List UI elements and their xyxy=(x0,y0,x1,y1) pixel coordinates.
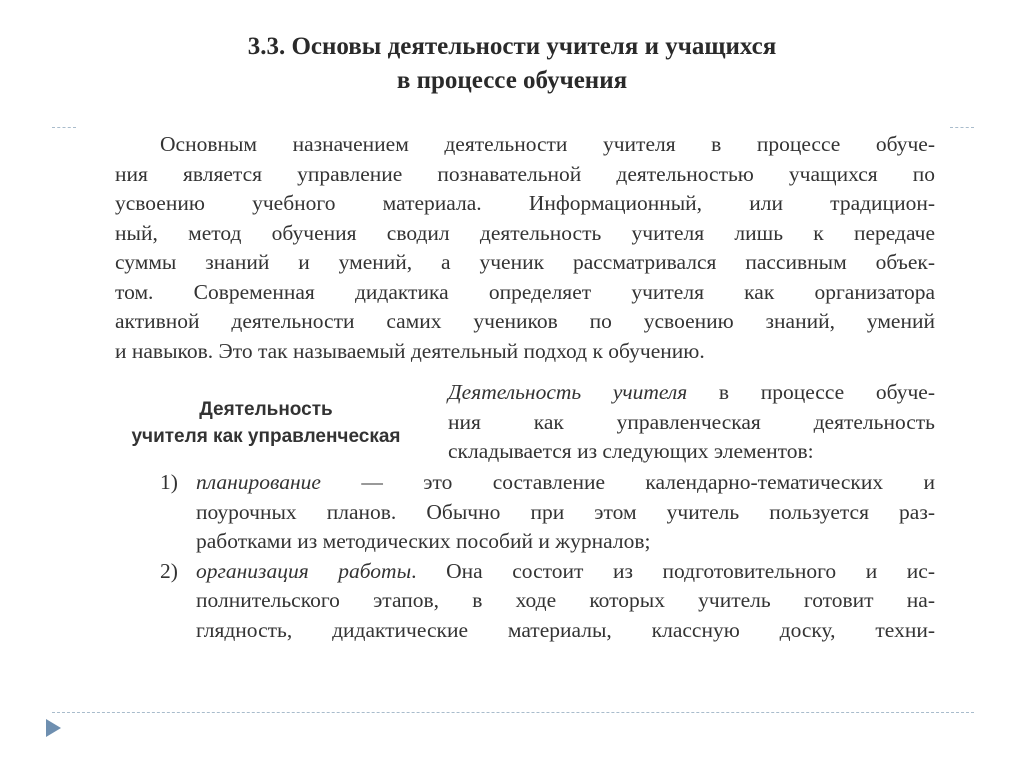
side-heading xyxy=(116,396,416,450)
title-line-1: 3.3. Основы деятельности учителя и учащихся xyxy=(247,33,777,60)
list-number: 1) xyxy=(160,470,178,494)
paragraph-line: ный, метод обучения сводил деятельность учителя лишь к передаче xyxy=(115,220,935,245)
side-heading-line-2: учителя как управленческая xyxy=(131,426,401,447)
title-line-2: в процессе обучения xyxy=(396,67,628,94)
page-title xyxy=(0,30,1024,98)
intro-emphasis: Деятельность учителя xyxy=(448,380,688,404)
paragraph-line: том. Современная дидактика определяет учителя как организатора xyxy=(115,279,935,304)
list-term: планирование xyxy=(196,470,321,494)
list-line1-rest: . Она состоит из подготовительного и ис- xyxy=(411,558,936,583)
intro-paragraph xyxy=(115,130,935,366)
list-line xyxy=(196,556,935,586)
paragraph-line: Основным назначением деятельности учителя в процессе обуче- xyxy=(160,132,935,156)
list-item xyxy=(160,556,935,645)
paragraph-line: активной деятельности самих учеников по усвоению знаний, умений xyxy=(115,309,935,333)
list-line: работками из методических пособий и журналов; xyxy=(196,529,651,553)
activity-intro xyxy=(448,378,935,467)
paragraph-line: суммы знаний и умений, а ученик рассматривался пассивным объек- xyxy=(115,250,935,274)
intro-line: ния как управленческая деятельность xyxy=(448,409,935,434)
intro-line: складывается из следующих элементов: xyxy=(448,439,814,463)
top-left-divider xyxy=(52,127,76,128)
top-right-divider xyxy=(950,127,974,128)
list-line xyxy=(196,467,935,497)
bottom-divider xyxy=(52,712,974,713)
paragraph-line: усвоению учебного материала. Информационный, или традицион- xyxy=(115,191,935,215)
list-item xyxy=(160,467,935,556)
list-term: организация работы xyxy=(196,558,412,583)
list-line1-rest: — это составление календарно-тематических и xyxy=(320,470,935,494)
paragraph-line: ния является управление познавательной деятельностью учащихся по xyxy=(115,161,935,186)
intro-line1-rest: в процессе обуче- xyxy=(687,380,935,404)
elements-list xyxy=(160,467,935,644)
list-number: 2) xyxy=(160,558,178,583)
play-arrow-icon[interactable] xyxy=(46,719,61,737)
list-line: поурочных планов. Обычно при этом учитель пользуется раз- xyxy=(196,499,935,524)
list-line: глядность, дидактические материалы, классную доску, техни- xyxy=(196,617,935,642)
paragraph-line: и навыков. Это так называемый деятельный подход к обучению. xyxy=(115,338,705,363)
list-line: полнительского этапов, в ходе которых учитель готовит на- xyxy=(196,588,935,612)
intro-line xyxy=(448,378,935,408)
side-heading-line-1: Деятельность xyxy=(199,399,333,420)
